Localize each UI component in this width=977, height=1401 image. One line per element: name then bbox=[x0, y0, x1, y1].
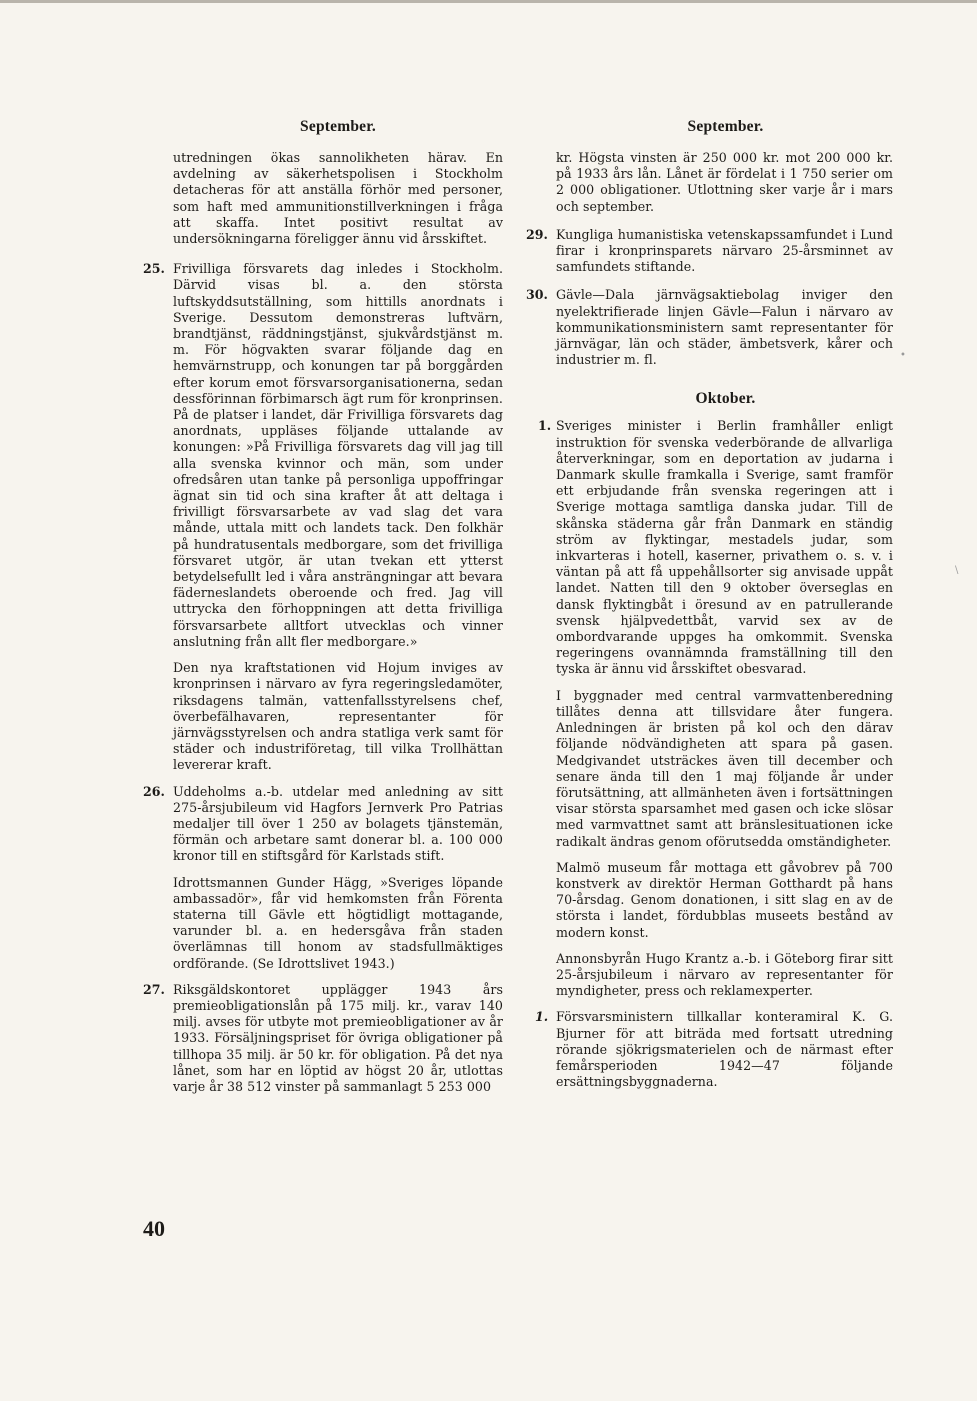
page-number: 40 bbox=[143, 1216, 165, 1241]
entry-date: 25. bbox=[143, 261, 165, 277]
entry-paragraph bbox=[143, 660, 503, 773]
entry-paragraph bbox=[526, 688, 893, 850]
left-column bbox=[143, 118, 503, 1105]
month-header-oktober: Oktober. bbox=[695, 390, 756, 408]
entry-text: Sveriges minister i Berlin framhåller enligt instruktion för svenska vederbörande de allvarliga återverkningar, som en deportation av judarna i Danmark skulle framkalla i Sverige, samt framför ett erbjudande från svenska regeringen att i Sverige mottaga samtliga danska judar. Till de skånska städerna går från Danmark en ständig ström av flyktingar, mestadels judar, som inkvarteras i hotell, kaserner, privathem o. s. v. i väntan på att få uppehållsorter sig anvisade uppåt landet. Natten till den 9 oktober överseglas en dansk flyktingbåt i öresund av en patrullerande svensk hjälpvedettbåt, varvid sex av de ombordvarande uppges ha omkommit. Svenska regeringens ovannämnda framställning till den tyska är ännu vid årsskiftet obesvarad. bbox=[556, 418, 893, 677]
entry-26 bbox=[143, 784, 503, 865]
top-edge-line bbox=[0, 0, 977, 3]
entry-oct-1-second bbox=[526, 1009, 893, 1090]
entry-30 bbox=[526, 287, 893, 368]
entry-text: I byggnader med central varmvattenberedning tillåtes denna att tillsvidare åter fungera. Anledningen är bristen på kol och den därav följande nödvändigheten att spara på gasen. Medgivandet utsträckes även till december och senare ända till den 1 maj följande år under förutsättning, att allmänheten även i fortsättningen visar största sparsamhet med gasen och icke slösar med varmvattnet samt att bränslesituationen icke radikalt ändras genom oförutsedda omständigheter. bbox=[556, 687, 893, 849]
entry-paragraph bbox=[526, 860, 893, 941]
entry-text: Uddeholms a.-b. utdelar med anledning av sitt 275-årsjubileum vid Hagfors Jernverk Pro Patrias medaljer till över 1 250 av bolagets tjänstemän, förmän och arbetare samt donerar bl. a. 100 000 kronor till en stiftsgård för Karlstads stift. bbox=[173, 783, 503, 864]
entry-25 bbox=[143, 261, 503, 650]
entry-date: 1. bbox=[538, 418, 552, 434]
stray-mark: • bbox=[900, 350, 906, 361]
entry-date: 27. bbox=[143, 981, 165, 997]
entry-date: 1. bbox=[535, 1009, 549, 1025]
entry-text: utredningen ökas sannolikheten härav. En avdelning av säkerhetspolisen i Stockholm detacheras för att anställa förhör med personer, som haft med ammunitionstillverkningen i fråga att skaffa. Intet positivt resultat av undersökningarna föreligger ännu vid årsskiftet. bbox=[173, 150, 503, 247]
entry-text: Malmö museum får mottaga ett gåvobrev på 700 konstverk av direktör Herman Gotthardt på hans 70-årsdag. Genom donationen, i sitt slag en av de största i landet, fördubblas museets bestånd av modern konst. bbox=[556, 859, 893, 940]
entry-date: 30. bbox=[526, 287, 548, 303]
entry-paragraph bbox=[143, 875, 503, 972]
entry-text: Frivilliga försvarets dag inledes i Stockholm. Därvid visas bl. a. den största luftskyddsutställning, som hittills anordnats i Sverige. Dessutom demonstreras luftvärn, brandtjänst, räddningstjänst, sjukvårdstjänst m. m. För högvakten svarar följande dag en hemvärnstrupp, och konungen tar på borggården efter korum emot försvarsorganisationerna, sedan dessförinnan förbimarsch ägt rum för kronprinsen. På de platser i landet, där Frivilliga försvarets dag anordnats, uppläses följande uttalande av konungen: »På Frivilliga försvarets dag vill jag till alla svenska kvinnor och män, som under ofredsåren utan tanke på personliga uppoffringar ägnat sin tid och sina krafter åt att deltaga i frivilligt försvarsarbete av vad slag det vara månde, uttala mitt och landets tack. Den folkhär på hundratusentals medborgare, som det frivilliga försvaret utgör, är utan tvekan ett ytterst betydelsefullt led i våra ansträngningar att bevara fäderneslandets oberoende och fred. Jag vill uttrycka den förhoppningen att detta frivilliga försvarsarbete alltfort utvecklas och vinner anslutning från allt fler medborgare.» bbox=[173, 261, 503, 649]
entry-text: Annonsbyrån Hugo Krantz a.-b. i Göteborg firar sitt 25-årsjubileum i närvaro av representanter för myndigheter, press och reklamexperter. bbox=[556, 950, 893, 999]
entry-date: 26. bbox=[143, 783, 165, 799]
entry-text: kr. Högsta vinsten är 250 000 kr. mot 200 000 kr. på 1933 års lån. Lånet är fördelat i 1 750 serier om 2 000 obligationer. Utlottning sker varje år i mars och september. bbox=[556, 150, 893, 214]
entry-date: 29. bbox=[526, 226, 548, 242]
entry-27 bbox=[143, 982, 503, 1095]
entry-oct-1 bbox=[526, 418, 893, 677]
entry-text: Kungliga humanistiska vetenskapssamfundet i Lund firar i kronprinsparets närvaro 25-årsminnet av samfundets stiftande. bbox=[556, 226, 893, 275]
entry-text: Gävle—Dala järnvägsaktiebolag inviger den nyelektrifierade linjen Gävle—Falun i närvaro av kommunikationsministern samt representanter för järnvägar, län och städer, ämbetsverk, kårer och industrier m. fl. bbox=[556, 287, 893, 368]
entry-text: Försvarsministern tillkallar konteramiral K. G. Bjurner för att biträda med fortsatt utredning rörande sjökrigsmaterielen och de närmast efter femårsperioden 1942—47 följande ersättningsbyggnaderna. bbox=[556, 1009, 893, 1090]
left-column-header: September. bbox=[300, 118, 376, 135]
entry-continuation bbox=[526, 150, 893, 215]
entry-text: Den nya kraftstationen vid Hojum inviges av kronprinsen i närvaro av fyra regeringsledamöter, riksdagens talmän, vattenfallsstyrelsens chef, överbefälhavaren, representanter för järnvägsstyrelsen och andra statliga verk samt för städer och industriföretag, till vilka Trollhättan levererar kraft. bbox=[173, 660, 503, 773]
entry-text: Idrottsmannen Gunder Hägg, »Sveriges löpande ambassadör», får vid hemkomsten från Förenta staterna till Gävle ett högtidligt mottagande, varunder bl. a. en hedersgåva från staden överlämnas till honom av stadsfullmäktiges ordförande. (Se Idrottslivet 1943.) bbox=[173, 874, 503, 971]
entry-paragraph bbox=[526, 951, 893, 1000]
right-column bbox=[526, 118, 893, 1100]
stray-mark: \ bbox=[955, 565, 959, 576]
entry-text: Riksgäldskontoret upplägger 1943 års premieobligationslån på 175 milj. kr., varav 140 milj. avses för utbyte mot premieobligationer av år 1933. Försäljningspriset för övriga obligationer på tillhopa 35 milj. är 50 kr. för obligation. På det nya lånet, som har en löptid av högst 20 år, utlottas varje år 38 512 vinster på sammanlagt 5 253 000 bbox=[173, 981, 503, 1094]
right-column-header: September. bbox=[687, 118, 764, 135]
entry-29 bbox=[526, 227, 893, 276]
entry-continuation bbox=[143, 150, 503, 247]
